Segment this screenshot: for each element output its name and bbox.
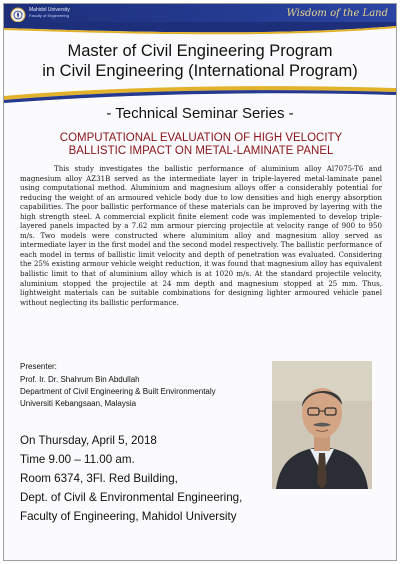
seminar-poster xyxy=(3,3,397,561)
decorative-wave-top xyxy=(4,22,396,36)
university-subtitle: Faculty of Engineering xyxy=(29,13,69,18)
presenter-photo xyxy=(272,361,372,489)
decorative-wave-middle xyxy=(4,82,396,104)
event-department: Dept. of Civil & Environmental Engineering, xyxy=(20,491,243,504)
university-motto: Wisdom of the Land xyxy=(286,8,388,19)
program-title-line-2: in Civil Engineering (International Program) xyxy=(42,62,358,80)
event-time: Time 9.00 – 11.00 am. xyxy=(20,453,135,466)
program-title-line-1: Master of Civil Engineering Program xyxy=(67,42,333,60)
presenter-label: Presenter: xyxy=(20,362,57,371)
event-date: On Thursday, April 5, 2018 xyxy=(20,434,157,447)
presenter-name: Prof. Ir. Dr. Shahrum Bin Abdullah xyxy=(20,375,140,384)
presenter-university: Universiti Kebangsaan, Malaysia xyxy=(20,399,137,408)
paper-title-line-1: COMPUTATIONAL EVALUATION OF HIGH VELOCITY xyxy=(59,132,343,144)
presenter-department: Department of Civil Engineering & Built Environmentaly xyxy=(20,387,216,396)
university-seal-icon xyxy=(10,7,26,23)
university-name: Mahidol University Faculty of Engineering xyxy=(29,7,70,18)
paper-title-line-2: BALLISTIC IMPACT ON METAL-LAMINATE PANEL xyxy=(68,145,334,157)
series-title: - Technical Seminar Series - xyxy=(106,105,294,122)
abstract-text: This study investigates the ballistic performance of aluminium alloy Al7075-T6 and magnesium alloy AZ31B served as the intermediate layer in triple-layered metal-laminate panel using computational method. Aluminium and magnesium alloys offer a considerably potential for reducing the weight of an armoured vehicle body due to low densities and high energy absorption capabilities. The poor ballistic performance of these materials can be improved by layering with the high strength steel. A commercial explicit finite element code was implemented to develop triple-layered panels impacted by a 7.62 mm armour piercing projectile at velocity range of 900 to 950 m/s. Two models were constructed where aluminium alloy and magnesium alloy served as intermediate layer in the first model and the second model respectively. The ballistic performance of each model in terms of ballistic limit velocity and depth of penetration was evaluated. Considering the 25% existing armour vehicle weight reduction, it was found that magnesium alloy has equivalent ballistic limit to that of aluminium alloy which is at 1020 m/s. At the standard projectile velocity, aluminium stopped the projectile at 24 mm depth and magnesium stopped at 25 mm. Thus, lightweight materials can be suitable combinations for designing lighter armoured vehicle panel without neglecting its ballistic performance. xyxy=(20,164,382,307)
event-room: Room 6374, 3Fl. Red Building, xyxy=(20,472,178,485)
event-faculty: Faculty of Engineering, Mahidol University xyxy=(20,510,237,523)
